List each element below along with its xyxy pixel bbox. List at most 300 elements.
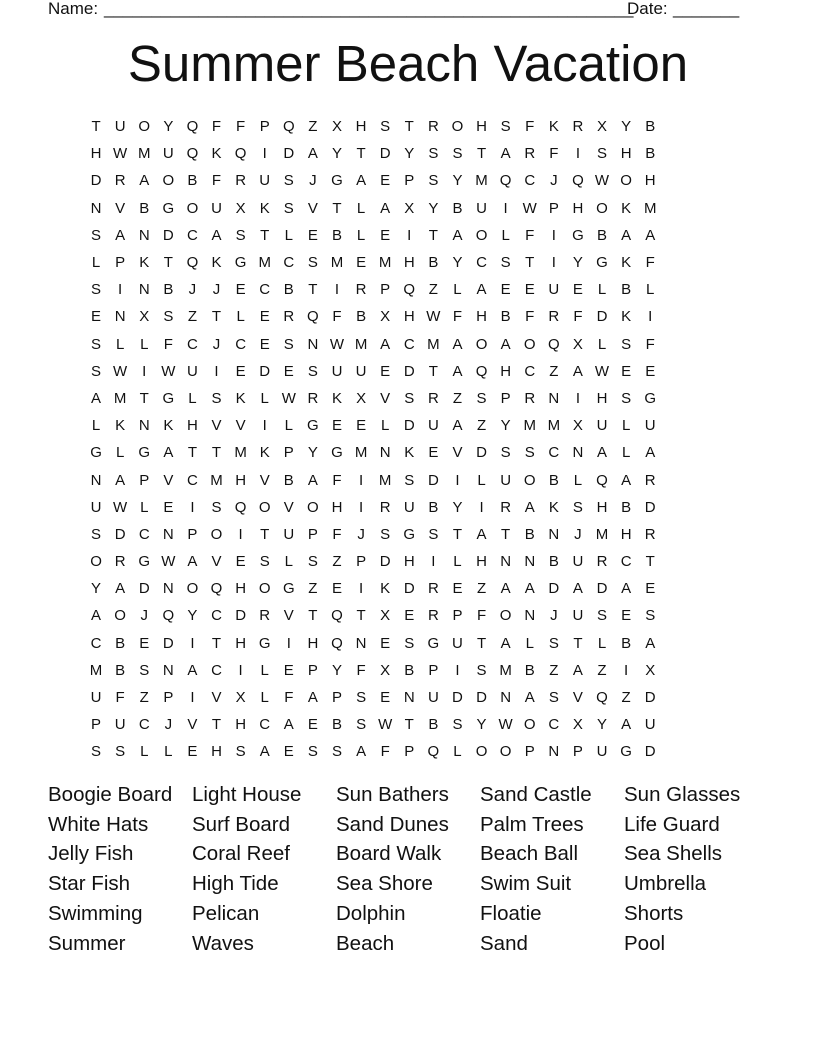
word-item: Sea Shore [336,872,433,896]
grid-letter: K [621,254,632,272]
grid-letter: L [621,417,631,435]
grid-letter: S [283,199,294,217]
grid-letter: T [645,553,655,571]
grid-letter: V [187,716,198,734]
grid-letter: M [523,417,536,435]
grid-letter: S [235,226,246,244]
grid-letter: W [281,389,296,407]
grid-letter: F [380,743,390,761]
grid-letter: G [427,634,440,652]
grid-letter: V [235,417,246,435]
grid-letter: E [307,226,318,244]
grid-letter: E [380,226,391,244]
grid-letter: L [284,417,293,435]
grid-letter: T [428,362,438,380]
word-item: Floatie [480,902,542,926]
grid-letter: L [453,553,462,571]
grid-row [84,630,735,657]
grid-letter: X [356,389,367,407]
grid-letter: L [477,471,486,489]
grid-letter: F [549,145,559,163]
grid-letter: U [644,417,656,435]
grid-row [84,140,735,167]
grid-letter: V [259,471,270,489]
grid-letter: D [403,417,415,435]
grid-row [84,575,735,602]
grid-letter: H [572,199,584,217]
grid-letter: X [380,661,391,679]
grid-letter: B [548,471,559,489]
grid-letter: I [455,661,460,679]
grid-letter: S [331,743,342,761]
grid-letter: N [548,389,560,407]
grid-letter: S [548,634,559,652]
word-item: White Hats [48,812,149,836]
grid-letter: N [548,525,560,543]
grid-letter: E [139,634,150,652]
grid-letter: D [379,553,391,571]
grid-letter: S [621,335,632,353]
grid-letter: K [331,389,342,407]
grid-letter: I [190,634,195,652]
grid-letter: G [331,172,343,190]
grid-letter: H [403,553,415,571]
grid-letter: J [188,281,197,299]
grid-letter: V [283,607,294,625]
grid-row [84,276,735,303]
grid-letter: A [380,335,391,353]
grid-letter: Q [162,607,175,625]
grid-letter: W [113,145,128,163]
grid-letter: N [90,199,102,217]
grid-letter: Y [428,199,439,217]
grid-row [84,466,735,493]
grid-letter: A [91,607,102,625]
grid-letter: C [620,553,632,571]
grid-letter: S [356,689,367,707]
grid-letter: T [139,389,149,407]
grid-letter: L [597,335,607,353]
grid-letter: G [258,634,271,652]
grid-letter: B [283,281,294,299]
word-item: Beach [336,931,395,955]
worksheet-header [48,0,748,20]
grid-letter: C [211,607,222,625]
grid-letter: U [259,172,271,190]
grid-letter: D [90,172,102,190]
grid-letter: C [548,444,560,462]
grid-letter: Y [331,145,342,163]
grid-letter: G [596,254,608,272]
grid-letter: U [476,199,487,217]
grid-letter: C [187,226,198,244]
grid-letter: B [331,716,342,734]
grid-letter: E [283,362,294,380]
grid-letter: A [476,525,487,543]
grid-letter: L [356,226,366,244]
grid-letter: E [380,689,391,707]
grid-letter: A [524,498,535,516]
grid-letter: A [307,145,318,163]
grid-letter: O [523,471,536,489]
grid-letter: O [523,335,536,353]
grid-letter: S [428,145,439,163]
grid-letter: G [403,525,416,543]
grid-letter: S [259,553,270,571]
grid-letter: E [283,743,294,761]
grid-letter: I [648,308,653,326]
grid-letter: N [548,743,560,761]
grid-letter: A [524,580,535,598]
grid-letter: L [525,634,534,652]
grid-letter: Z [621,689,631,707]
grid-letter: H [596,389,608,407]
grid-letter: L [381,417,390,435]
grid-letter: G [162,389,175,407]
grid-letter: G [138,444,151,462]
grid-letter: K [548,118,559,136]
grid-letter: I [358,498,364,516]
grid-letter: I [358,580,364,598]
grid-letter: W [161,362,176,380]
grid-letter: L [188,389,197,407]
grid-letter: Q [186,145,199,163]
grid-letter: P [259,118,270,136]
grid-letter: F [332,308,342,326]
grid-letter: B [621,498,632,516]
grid-letter: E [356,254,367,272]
grid-letter: O [475,226,488,244]
grid-letter: A [452,226,463,244]
grid-letter: S [380,525,391,543]
grid-letter: Q [186,118,199,136]
grid-letter: X [645,661,656,679]
grid-letter: E [380,634,391,652]
grid-letter: U [427,689,439,707]
grid-letter: K [621,308,632,326]
grid-letter: I [334,281,340,299]
grid-letter: Y [597,716,608,734]
grid-letter: L [284,226,293,244]
grid-letter: R [259,607,271,625]
grid-letter: O [258,580,271,598]
grid-letter: U [452,634,463,652]
grid-letter: C [235,335,247,353]
grid-letter: T [356,145,366,163]
grid-letter: S [235,743,246,761]
grid-letter: H [620,525,632,543]
grid-letter: S [307,553,318,571]
grid-letter: T [187,444,197,462]
grid-letter: J [574,525,582,543]
grid-letter: B [524,661,535,679]
grid-letter: E [187,743,198,761]
grid-letter: O [596,199,608,217]
grid-letter: I [624,661,629,679]
grid-letter: P [500,389,511,407]
grid-letter: F [211,118,222,136]
grid-letter: U [114,118,126,136]
grid-letter: L [260,661,269,679]
grid-letter: U [90,498,102,516]
grid-letter: B [452,199,463,217]
grid-letter: R [427,580,439,598]
grid-letter: J [212,335,221,353]
grid-letter: S [476,661,487,679]
grid-letter: U [403,498,415,516]
grid-letter: G [331,444,343,462]
grid-letter: W [113,498,128,516]
grid-letter: Y [404,145,415,163]
grid-letter: W [161,553,176,571]
grid-row [84,412,735,439]
grid-letter: M [547,417,561,435]
grid-letter: Y [500,417,511,435]
grid-letter: I [286,634,291,652]
grid-letter: N [114,308,126,326]
grid-row [84,439,735,466]
grid-letter: H [331,498,343,516]
grid-letter: H [235,716,247,734]
grid-letter: M [499,661,512,679]
grid-letter: E [283,661,294,679]
grid-letter: R [524,389,536,407]
grid-letter: S [283,172,294,190]
grid-letter: T [332,199,342,217]
grid-letter: E [645,580,656,598]
grid-letter: I [503,199,508,217]
grid-letter: W [426,308,441,326]
grid-letter: L [621,444,631,462]
grid-letter: S [307,743,318,761]
grid-letter: G [162,199,175,217]
grid-letter: C [211,661,222,679]
grid-letter: I [479,498,484,516]
grid-letter: T [404,716,414,734]
grid-letter: Z [187,308,197,326]
grid-letter: A [115,471,126,489]
grid-letter: M [595,525,609,543]
grid-letter: S [500,118,511,136]
grid-letter: L [597,634,607,652]
grid-letter: K [211,254,222,272]
grid-letter: K [259,444,270,462]
grid-letter: B [115,634,126,652]
grid-row [84,331,735,358]
grid-letter: D [644,498,656,516]
grid-letter: U [500,471,512,489]
grid-letter: W [594,362,610,380]
grid-letter: F [284,689,294,707]
grid-letter: H [235,634,247,652]
grid-letter: Q [499,172,512,190]
grid-row [84,195,735,222]
grid-letter: D [162,226,174,244]
grid-letter: V [163,471,174,489]
grid-letter: N [307,335,319,353]
grid-letter: A [645,634,656,652]
grid-letter: W [378,716,393,734]
grid-letter: T [573,634,583,652]
grid-letter: O [258,498,271,516]
grid-letter: O [475,743,488,761]
grid-letter: X [597,118,608,136]
grid-letter: H [90,145,102,163]
grid-letter: E [235,553,246,571]
letter-grid [84,113,735,766]
grid-letter: X [572,417,583,435]
word-item: Star Fish [48,872,131,896]
grid-letter: S [572,498,583,516]
grid-letter: Y [452,498,463,516]
grid-letter: D [283,145,295,163]
grid-letter: H [644,172,656,190]
grid-letter: E [524,281,535,299]
grid-letter: B [428,254,439,272]
grid-letter: Y [307,444,318,462]
grid-letter: A [572,362,583,380]
grid-letter: F [645,335,655,353]
grid-letter: I [262,417,267,435]
grid-letter: A [356,172,367,190]
grid-letter: G [620,743,632,761]
grid-letter: Z [476,580,487,598]
grid-letter: S [524,444,535,462]
grid-letter: H [211,743,222,761]
grid-letter: O [114,607,126,625]
grid-letter: B [428,498,439,516]
grid-letter: T [163,254,173,272]
grid-letter: S [115,743,126,761]
grid-letter: L [115,335,125,353]
grid-letter: I [431,553,436,571]
grid-letter: S [404,471,415,489]
grid-letter: E [259,308,270,326]
grid-letter: Q [427,743,440,761]
grid-letter: U [596,743,608,761]
grid-letter: U [331,362,343,380]
grid-letter: K [235,389,246,407]
grid-letter: B [428,716,439,734]
grid-letter: J [164,716,173,734]
date-blank-line: _______ [673,0,740,18]
grid-letter: L [646,281,655,299]
grid-letter: A [380,199,391,217]
grid-letter: M [113,389,127,407]
grid-letter: K [404,444,415,462]
grid-letter: S [91,281,102,299]
grid-letter: S [211,498,222,516]
grid-letter: W [329,335,345,353]
grid-letter: X [331,118,342,136]
grid-letter: D [235,607,247,625]
grid-letter: A [307,689,318,707]
grid-letter: L [284,553,293,571]
grid-letter: D [379,145,391,163]
grid-letter: E [356,417,367,435]
grid-letter: B [115,661,126,679]
grid-letter: C [259,281,271,299]
grid-letter: C [90,634,102,652]
grid-letter: T [211,308,222,326]
grid-letter: S [91,362,102,380]
word-item: Waves [192,931,254,955]
grid-letter: X [572,716,583,734]
grid-letter: B [139,199,150,217]
grid-letter: S [91,226,102,244]
grid-letter: Z [139,689,149,707]
grid-letter: Q [403,281,416,299]
grid-letter: M [137,145,151,163]
grid-letter: B [621,634,632,652]
grid-letter: F [525,118,535,136]
grid-letter: V [211,689,222,707]
grid-letter: S [476,389,487,407]
grid-letter: L [164,743,173,761]
grid-letter: H [403,254,415,272]
grid-letter: S [500,444,511,462]
grid-letter: V [211,553,222,571]
grid-letter: P [307,661,318,679]
grid-letter: E [404,607,415,625]
grid-letter: S [452,145,463,163]
grid-letter: E [645,362,656,380]
grid-letter: F [525,226,535,244]
grid-letter: E [235,281,246,299]
grid-letter: V [307,199,318,217]
grid-letter: Q [475,362,488,380]
grid-letter: T [260,226,270,244]
grid-letter: T [525,254,535,272]
word-item: Sun Glasses [624,782,741,806]
grid-letter: T [428,226,438,244]
grid-letter: A [211,226,222,244]
grid-letter: P [524,743,535,761]
grid-letter: F [332,471,342,489]
grid-letter: A [645,226,656,244]
grid-letter: A [524,689,535,707]
grid-letter: D [476,444,487,462]
grid-letter: V [211,417,222,435]
grid-letter: W [498,716,513,734]
grid-letter: U [644,716,656,734]
grid-letter: P [356,553,367,571]
grid-letter: P [428,661,439,679]
grid-letter: U [187,362,198,380]
grid-letter: I [575,389,580,407]
grid-letter: S [380,118,391,136]
grid-letter: Q [572,172,584,190]
grid-letter: U [596,417,608,435]
grid-letter: A [283,716,294,734]
grid-letter: L [453,281,462,299]
grid-letter: M [89,661,103,679]
grid-letter: B [500,308,511,326]
grid-row [84,249,735,276]
grid-row [84,548,735,575]
grid-letter: N [162,661,174,679]
grid-letter: N [403,689,415,707]
grid-letter: N [572,444,584,462]
grid-letter: A [621,471,632,489]
grid-letter: O [499,607,512,625]
grid-letter: B [524,525,535,543]
grid-letter: T [476,145,487,163]
grid-letter: Z [549,661,559,679]
grid-letter: F [115,689,125,707]
grid-letter: P [139,471,150,489]
grid-letter: C [524,362,536,380]
